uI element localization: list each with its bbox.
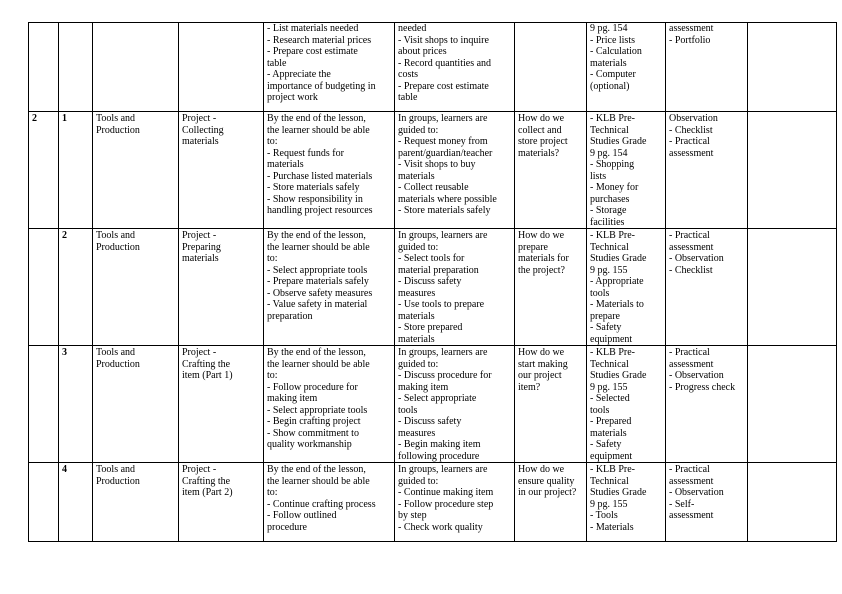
- table-body: [29, 23, 837, 542]
- cell-line: - Storage: [590, 205, 627, 216]
- cell-line: - Tools: [590, 510, 618, 521]
- cell-line: By the end of the lesson,: [267, 464, 366, 475]
- cell-line: - KLB Pre-: [590, 113, 635, 124]
- sub-strand-cell: [179, 23, 264, 112]
- cell-line: guided to:: [398, 241, 439, 253]
- cell-line: - Value safety in material: [267, 299, 368, 310]
- cell-line: to:: [267, 370, 278, 381]
- week-cell: [29, 23, 59, 112]
- cell-line: - KLB Pre-: [590, 464, 635, 475]
- cell-line: - Prepared: [590, 416, 632, 427]
- cell-line: assessment: [669, 241, 714, 253]
- cell-line: materials?: [518, 147, 560, 159]
- remarks-cell: [748, 463, 837, 542]
- key-inquiry-cell: [515, 229, 587, 346]
- cell-line: item?: [518, 381, 541, 393]
- cell-line: - Portfolio: [669, 34, 711, 46]
- cell-line: materials for: [518, 253, 569, 264]
- lesson-cell: [59, 23, 93, 112]
- cell-line: procedure: [267, 521, 307, 533]
- assessment-cell: [666, 229, 748, 346]
- scheme-of-work-table: [28, 22, 837, 542]
- cell-line: - Visit shops to inquire: [398, 34, 489, 46]
- assessment-cell: [666, 23, 748, 112]
- cell-line: Tools and: [96, 464, 136, 475]
- cell-line: - Observation: [669, 370, 724, 381]
- cell-line: - Discuss procedure for: [398, 370, 492, 381]
- cell-line: - Prepare cost estimate: [267, 46, 358, 57]
- cell-line: - Safety: [590, 439, 622, 450]
- cell-line: Studies Grade: [590, 253, 647, 264]
- cell-line: Technical: [590, 358, 629, 370]
- cell-line: Tools and: [96, 230, 136, 241]
- cell-line: - Appropriate: [590, 276, 644, 287]
- cell-line: By the end of the lesson,: [267, 347, 366, 358]
- cell-line: - Select appropriate tools: [267, 264, 368, 276]
- remarks-cell: [748, 112, 837, 229]
- cell-line: guided to:: [398, 475, 439, 487]
- cell-line: - Store materials safely: [267, 182, 360, 193]
- cell-line: - List materials needed: [267, 23, 359, 34]
- cell-line: our project: [518, 370, 562, 381]
- cell-line: - Continue making item: [398, 487, 494, 498]
- cell-text: 4: [62, 464, 67, 475]
- lesson-cell: [59, 346, 93, 463]
- cell-line: - Observation: [669, 253, 724, 264]
- assessment-cell: [666, 463, 748, 542]
- cell-line: - Checklist: [669, 124, 713, 136]
- cell-line: lists: [590, 170, 607, 182]
- cell-line: start making: [518, 358, 568, 370]
- cell-line: - Discuss safety: [398, 276, 462, 287]
- learning-experiences-cell: [395, 229, 515, 346]
- sub-strand-cell: [179, 229, 264, 346]
- learning-outcomes-cell: [264, 463, 395, 542]
- cell-line: - Computer: [590, 69, 636, 80]
- cell-line: the learner should be able: [267, 124, 370, 136]
- cell-line: - Progress check: [669, 381, 736, 393]
- cell-line: By the end of the lesson,: [267, 113, 366, 124]
- cell-line: 9 pg. 155: [590, 381, 628, 393]
- strand-cell: [93, 463, 179, 542]
- cell-line: making item: [398, 381, 449, 393]
- cell-line: needed: [398, 23, 427, 34]
- cell-line: - Calculation: [590, 46, 642, 57]
- cell-line: importance of budgeting in: [267, 80, 376, 92]
- cell-line: assessment: [669, 147, 714, 159]
- sub-strand-cell: [179, 346, 264, 463]
- cell-line: in our project?: [518, 487, 577, 498]
- cell-line: Studies Grade: [590, 136, 647, 147]
- key-inquiry-cell: [515, 463, 587, 542]
- cell-line: prepare: [590, 310, 620, 322]
- cell-line: - Observe safety measures: [267, 287, 373, 299]
- cell-line: Project -: [182, 113, 217, 124]
- cell-line: - Selected: [590, 393, 630, 404]
- cell-line: (optional): [590, 80, 630, 92]
- cell-line: making item: [267, 393, 318, 404]
- cell-line: - Checklist: [669, 264, 713, 276]
- cell-line: to:: [267, 487, 278, 498]
- cell-line: - Research material prices: [267, 34, 372, 46]
- cell-line: In groups, learners are: [398, 464, 488, 475]
- cell-line: - Store prepared: [398, 322, 463, 333]
- cell-line: item (Part 2): [182, 487, 233, 498]
- cell-line: Technical: [590, 241, 629, 253]
- cell-line: tools: [590, 404, 610, 416]
- key-inquiry-cell: [515, 112, 587, 229]
- cell-line: equipment: [590, 450, 633, 462]
- cell-line: - Self-: [669, 498, 695, 510]
- cell-line: - Store materials safely: [398, 205, 491, 216]
- cell-line: table: [267, 57, 287, 69]
- cell-line: the learner should be able: [267, 358, 370, 370]
- cell-line: materials where possible: [398, 193, 497, 205]
- cell-line: How do we: [518, 347, 565, 358]
- cell-line: In groups, learners are: [398, 113, 488, 124]
- cell-line: guided to:: [398, 124, 439, 136]
- cell-line: - KLB Pre-: [590, 230, 635, 241]
- learning-experiences-cell: [395, 112, 515, 229]
- cell-line: Technical: [590, 475, 629, 487]
- week-cell: [29, 346, 59, 463]
- cell-line: Crafting the: [182, 358, 231, 370]
- cell-line: 9 pg. 154: [590, 147, 628, 159]
- learning-resources-cell: [587, 346, 666, 463]
- cell-line: How do we: [518, 113, 565, 124]
- cell-text: 1: [62, 113, 67, 124]
- table-row: [29, 463, 837, 542]
- cell-line: - Price lists: [590, 34, 635, 46]
- week-cell: [29, 463, 59, 542]
- learning-experiences-cell: [395, 463, 515, 542]
- cell-line: - Begin making item: [398, 439, 481, 450]
- cell-line: tools: [590, 287, 610, 299]
- cell-line: assessment: [669, 510, 714, 521]
- cell-line: facilities: [590, 216, 625, 228]
- cell-line: - Practical: [669, 230, 710, 241]
- cell-line: item (Part 1): [182, 370, 233, 381]
- cell-line: - Select tools for: [398, 253, 465, 264]
- cell-line: guided to:: [398, 358, 439, 370]
- cell-line: materials: [182, 136, 219, 147]
- cell-line: to:: [267, 136, 278, 147]
- cell-line: - Visit shops to buy: [398, 159, 476, 170]
- cell-line: - Select appropriate tools: [267, 404, 368, 416]
- cell-line: materials: [590, 427, 627, 439]
- cell-line: Project -: [182, 230, 217, 241]
- sub-strand-cell: [179, 112, 264, 229]
- cell-line: the learner should be able: [267, 241, 370, 253]
- cell-line: - Shopping: [590, 159, 635, 170]
- cell-line: Tools and: [96, 113, 136, 124]
- cell-line: - Show commitment to: [267, 427, 359, 439]
- cell-line: - Request funds for: [267, 147, 344, 159]
- cell-line: - Prepare cost estimate: [398, 80, 489, 92]
- cell-line: 9 pg. 154: [590, 23, 628, 34]
- strand-cell: [93, 229, 179, 346]
- cell-line: - Begin crafting project: [267, 416, 361, 427]
- cell-line: - Materials to: [590, 299, 644, 310]
- cell-line: materials: [182, 253, 219, 264]
- cell-line: ensure quality: [518, 475, 575, 487]
- cell-line: In groups, learners are: [398, 347, 488, 358]
- key-inquiry-cell: [515, 346, 587, 463]
- assessment-cell: [666, 346, 748, 463]
- cell-line: Production: [96, 241, 140, 253]
- cell-line: - Appreciate the: [267, 69, 331, 80]
- cell-line: Project -: [182, 347, 217, 358]
- cell-line: 9 pg. 155: [590, 498, 628, 510]
- cell-text: 2: [62, 230, 67, 241]
- cell-line: - Select appropriate: [398, 393, 477, 404]
- assessment-cell: [666, 112, 748, 229]
- cell-line: following procedure: [398, 450, 480, 462]
- strand-cell: [93, 112, 179, 229]
- table-row: [29, 112, 837, 229]
- sub-strand-cell: [179, 463, 264, 542]
- cell-line: collect and: [518, 124, 562, 136]
- cell-line: prepare: [518, 241, 548, 253]
- week-cell: [29, 112, 59, 229]
- cell-line: assessment: [669, 475, 714, 487]
- cell-line: Production: [96, 124, 140, 136]
- cell-line: Production: [96, 358, 140, 370]
- cell-line: - Collect reusable: [398, 182, 469, 193]
- cell-line: How do we: [518, 464, 565, 475]
- cell-line: the learner should be able: [267, 475, 370, 487]
- strand-cell: [93, 346, 179, 463]
- cell-line: - Purchase listed materials: [267, 170, 373, 182]
- cell-line: - Show responsibility in: [267, 193, 363, 205]
- cell-line: Preparing: [182, 241, 221, 253]
- cell-line: materials: [398, 333, 435, 345]
- cell-line: project work: [267, 92, 318, 103]
- cell-line: Production: [96, 475, 140, 487]
- cell-line: - Use tools to prepare: [398, 299, 485, 310]
- learning-experiences-cell: [395, 23, 515, 112]
- cell-line: parent/guardian/teacher: [398, 147, 493, 159]
- cell-line: the project?: [518, 264, 565, 276]
- week-cell: [29, 229, 59, 346]
- learning-resources-cell: [587, 463, 666, 542]
- remarks-cell: [748, 229, 837, 346]
- cell-line: - Follow procedure for: [267, 381, 358, 393]
- cell-line: Studies Grade: [590, 370, 647, 381]
- cell-line: - Check work quality: [398, 521, 483, 533]
- cell-line: - KLB Pre-: [590, 347, 635, 358]
- cell-line: materials: [398, 310, 435, 322]
- table-row: [29, 23, 837, 112]
- key-inquiry-cell: [515, 23, 587, 112]
- cell-line: equipment: [590, 333, 633, 345]
- learning-experiences-cell: [395, 346, 515, 463]
- cell-line: assessment: [669, 23, 714, 34]
- cell-line: - Follow procedure step: [398, 498, 494, 510]
- cell-line: quality workmanship: [267, 439, 352, 450]
- cell-line: materials: [590, 57, 627, 69]
- cell-line: Observation: [669, 113, 718, 124]
- cell-line: - Practical: [669, 347, 710, 358]
- cell-line: preparation: [267, 310, 313, 322]
- cell-line: to:: [267, 253, 278, 264]
- cell-line: - Follow outlined: [267, 510, 337, 521]
- cell-line: - Safety: [590, 322, 622, 333]
- cell-line: - Request money from: [398, 136, 488, 147]
- cell-text: 3: [62, 347, 67, 358]
- cell-line: - Prepare materials safely: [267, 276, 369, 287]
- learning-outcomes-cell: [264, 229, 395, 346]
- learning-outcomes-cell: [264, 346, 395, 463]
- cell-line: materials: [398, 170, 435, 182]
- cell-text: 2: [32, 113, 37, 124]
- table-row: [29, 346, 837, 463]
- cell-line: handling project resources: [267, 205, 373, 216]
- cell-line: - Discuss safety: [398, 416, 462, 427]
- cell-line: Technical: [590, 124, 629, 136]
- cell-line: How do we: [518, 230, 565, 241]
- cell-line: - Continue crafting process: [267, 498, 376, 510]
- remarks-cell: [748, 346, 837, 463]
- remarks-cell: [748, 23, 837, 112]
- cell-line: table: [398, 92, 418, 103]
- cell-line: about prices: [398, 46, 447, 57]
- cell-line: by step: [398, 510, 427, 521]
- cell-line: Studies Grade: [590, 487, 647, 498]
- cell-line: - Observation: [669, 487, 724, 498]
- cell-line: measures: [398, 287, 436, 299]
- cell-line: 9 pg. 155: [590, 264, 628, 276]
- cell-line: measures: [398, 427, 436, 439]
- cell-line: Crafting the: [182, 475, 231, 487]
- table-row: [29, 229, 837, 346]
- cell-line: Tools and: [96, 347, 136, 358]
- lesson-cell: [59, 229, 93, 346]
- cell-line: - Practical: [669, 136, 710, 147]
- cell-line: Project -: [182, 464, 217, 475]
- cell-line: - Money for: [590, 182, 639, 193]
- cell-line: materials: [267, 159, 304, 170]
- learning-resources-cell: [587, 229, 666, 346]
- cell-line: - Record quantities and: [398, 57, 492, 69]
- cell-line: assessment: [669, 358, 714, 370]
- cell-line: - Materials: [590, 521, 634, 533]
- cell-line: tools: [398, 404, 418, 416]
- cell-line: store project: [518, 136, 568, 147]
- cell-line: Collecting: [182, 124, 224, 136]
- cell-line: In groups, learners are: [398, 230, 488, 241]
- cell-line: material preparation: [398, 264, 479, 276]
- cell-line: costs: [398, 69, 418, 80]
- cell-line: By the end of the lesson,: [267, 230, 366, 241]
- lesson-cell: [59, 112, 93, 229]
- cell-line: - Practical: [669, 464, 710, 475]
- learning-resources-cell: [587, 23, 666, 112]
- cell-line: purchases: [590, 193, 630, 205]
- learning-outcomes-cell: [264, 112, 395, 229]
- lesson-cell: [59, 463, 93, 542]
- strand-cell: [93, 23, 179, 112]
- learning-outcomes-cell: [264, 23, 395, 112]
- learning-resources-cell: [587, 112, 666, 229]
